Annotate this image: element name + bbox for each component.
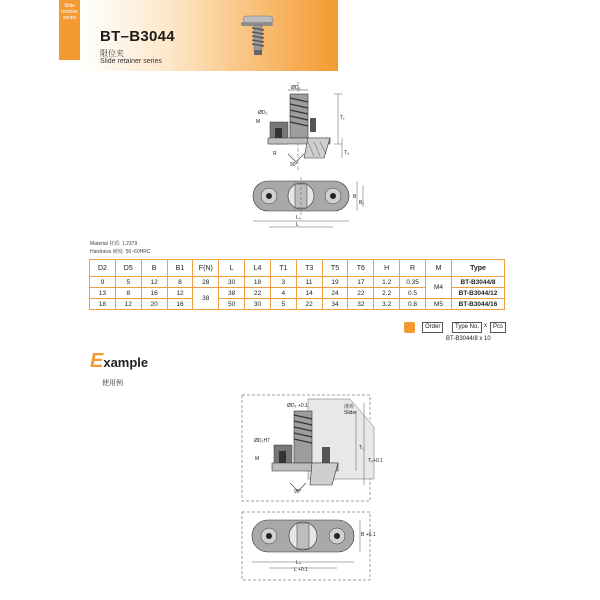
label-l: L (296, 222, 299, 228)
table-cell: M5 (425, 299, 451, 310)
example-side-drawing (238, 393, 388, 505)
table-header: T6 (348, 260, 374, 277)
example-label-l: L +0.1 (294, 567, 308, 573)
hardness-line: Hardness 硬度: 56~60HRC (90, 249, 151, 255)
table-header: D2 (90, 260, 116, 277)
label-r: R (273, 151, 277, 157)
label-b: B (353, 194, 357, 200)
table-cell: 50 (219, 299, 245, 310)
side-tab-label: Slide retainer series (61, 3, 78, 21)
order-box: Order (422, 322, 443, 333)
table-cell: 3 (270, 277, 296, 288)
table-cell: 0.5 (400, 288, 426, 299)
example-label-slider-en: Slider (344, 410, 357, 416)
table-cell: 12 (141, 277, 167, 288)
material-line: Material 材质: 1.2379 (90, 241, 138, 247)
example-title-rest: xample (103, 355, 149, 370)
pcs-box: Pcs (490, 322, 506, 333)
table-cell: 18 (245, 277, 271, 288)
spec-table (89, 259, 505, 310)
label-d5: ØD₅ (291, 85, 301, 91)
table-cell: 2.2 (374, 288, 400, 299)
table-row (90, 277, 505, 288)
table-cell: 34 (322, 299, 348, 310)
top-view-drawing (245, 175, 370, 235)
table-header: H (374, 260, 400, 277)
product-image (237, 12, 277, 58)
type-no-box: Type No. (452, 322, 482, 333)
table-cell: 0.35 (400, 277, 426, 288)
example-label-angle: 90° (294, 489, 302, 495)
example-label-t1: T₁ (359, 445, 364, 451)
table-cell: 9 (90, 277, 116, 288)
label-b1: B₁ (359, 200, 365, 206)
table-cell: 32 (348, 299, 374, 310)
table-cell: 16 (167, 299, 193, 310)
table-cell: 30 (245, 299, 271, 310)
table-header: T1 (270, 260, 296, 277)
example-label-t5: T₅+0.1 (368, 458, 383, 464)
table-cell: 12 (115, 299, 141, 310)
table-cell: 11 (296, 277, 322, 288)
table-header: L (219, 260, 245, 277)
table-header: F(N) (193, 260, 219, 277)
product-code: BT–B3044 (100, 28, 175, 45)
table-header: Type (452, 260, 505, 277)
table-cell: 4 (270, 288, 296, 299)
table-header: R (400, 260, 426, 277)
table-row (90, 299, 505, 310)
table-cell: 8 (167, 277, 193, 288)
table-cell: 22 (296, 299, 322, 310)
table-header: D5 (115, 260, 141, 277)
example-label-b: B +0.1 (361, 532, 376, 538)
example-label-slider-cn: 滑块 (344, 404, 355, 410)
product-title-en: Slide retainer series (100, 58, 162, 65)
times-sign: x (484, 323, 487, 329)
table-cell: 17 (348, 277, 374, 288)
order-example: BT-B3044/8 x 10 (446, 336, 491, 342)
table-cell: 38 (219, 288, 245, 299)
table-cell: 1.2 (374, 277, 400, 288)
example-label-d2h7: ØD₂H7 (254, 438, 270, 444)
example-title-initial: E (90, 350, 104, 372)
example-title (90, 350, 148, 373)
table-cell-type: BT-B3044/8 (452, 277, 505, 288)
table-cell: 3.2 (374, 299, 400, 310)
table-cell: 12 (167, 288, 193, 299)
table-cell: 24 (322, 288, 348, 299)
label-t6: T₆ (344, 150, 350, 156)
example-label-l4: L₄ (296, 560, 301, 566)
table-header: M (425, 260, 451, 277)
table-cell-type: BT-B3044/12 (452, 288, 505, 299)
example-label-m: M (255, 456, 260, 462)
table-cell: 18 (90, 299, 116, 310)
table-cell: 16 (141, 288, 167, 299)
side-view-drawing (228, 80, 368, 180)
table-header-row (90, 260, 505, 277)
table-cell: 30 (219, 277, 245, 288)
table-cell: M4 (425, 277, 451, 299)
label-l4: L₄ (296, 215, 301, 221)
table-header: B (141, 260, 167, 277)
table-cell: 28 (193, 277, 219, 288)
table-cell-type: BT-B3044/16 (452, 299, 505, 310)
table-header: B1 (167, 260, 193, 277)
table-cell: 5 (115, 277, 141, 288)
example-title-cn: 使用例 (102, 380, 123, 387)
phone-icon (404, 322, 415, 333)
table-cell: 22 (348, 288, 374, 299)
label-m: M (256, 119, 261, 125)
product-title-cn: 限位夹 (100, 49, 124, 58)
example-top-drawing (238, 510, 388, 582)
side-tab (59, 0, 80, 60)
label-angle: 90° (290, 162, 298, 168)
table-cell: 8 (115, 288, 141, 299)
table-header: T5 (322, 260, 348, 277)
table-cell: 14 (296, 288, 322, 299)
table-cell: 13 (90, 288, 116, 299)
table-cell: 5 (270, 299, 296, 310)
table-cell: 19 (322, 277, 348, 288)
table-cell: 20 (141, 299, 167, 310)
table-header: T3 (296, 260, 322, 277)
table-cell: 0.8 (400, 299, 426, 310)
table-header: L4 (245, 260, 271, 277)
example-label-d5: ØD₅ +0.1 (287, 403, 308, 409)
table-cell: 38 (193, 288, 219, 310)
label-t1: T₁ (340, 115, 345, 121)
label-d2: ØD₂ (258, 110, 268, 116)
table-cell: 22 (245, 288, 271, 299)
